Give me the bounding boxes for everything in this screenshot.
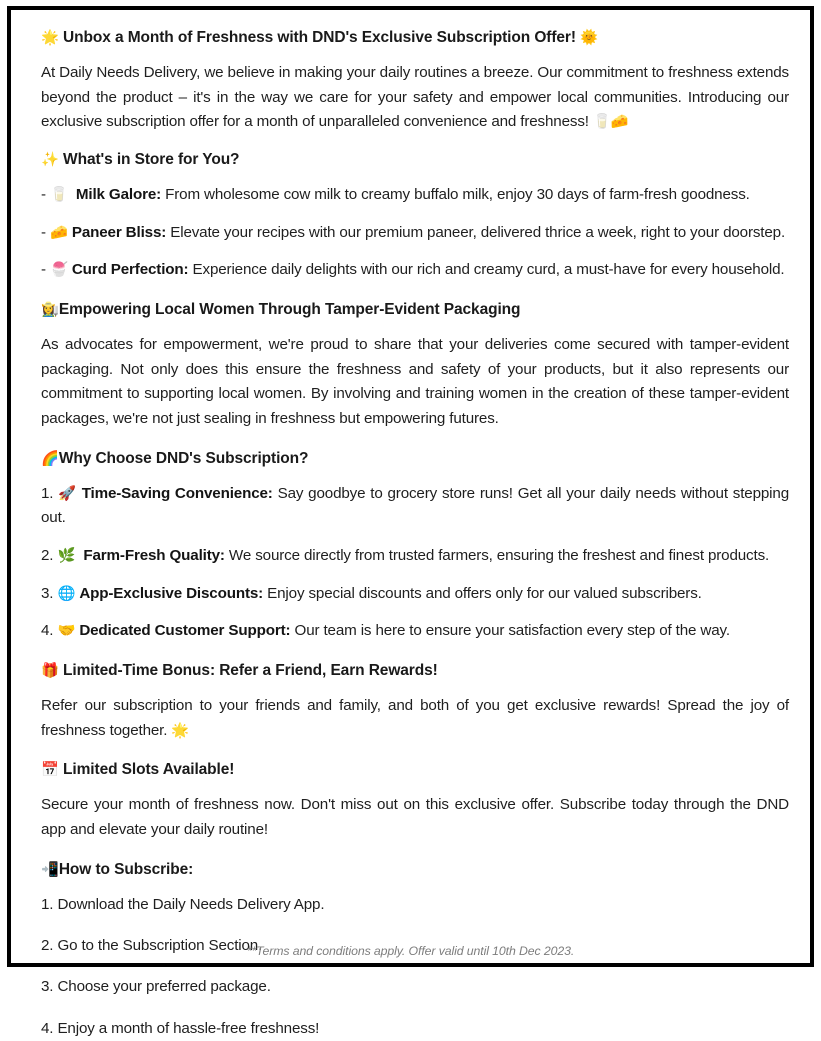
- benefit-item: [41, 544, 789, 569]
- bonus-heading-text: Limited-Time Bonus: Refer a Friend, Earn Rewards!: [63, 661, 438, 679]
- text-column: [41, 28, 789, 1041]
- benefit-text: Our team is here to ensure your satisfaction every step of the way.: [294, 622, 730, 640]
- intro-paragraph: [41, 61, 789, 135]
- whats-in-store-heading: [41, 150, 789, 170]
- step-text: Download the Daily Needs Delivery App.: [57, 895, 325, 913]
- step-text: Enjoy a month of hassle-free freshness!: [57, 1019, 320, 1037]
- benefit-name: Farm-Fresh Quality:: [83, 547, 225, 565]
- packaging-paragraph: As advocates for empowerment, we're proud to share that your deliveries come secured with tamper-evident packaging. Not only does this ensure the freshness and safety of your products, but it also represents our commitment to supporting local women. By involving and training women in the creation of these tamper-evident packages, we're not just sealing in freshness but empowering futures.: [41, 336, 789, 428]
- benefit-number: 1.: [41, 484, 54, 502]
- product-item: [41, 183, 789, 208]
- gift-icon: 🎁: [41, 662, 59, 679]
- benefit-item: [41, 619, 789, 644]
- subscribe-step: [41, 975, 789, 999]
- product-bullet: -: [41, 261, 46, 279]
- page-title: [41, 28, 789, 48]
- milk-glass-icon: 🥛: [50, 187, 68, 204]
- product-name: Milk Galore:: [75, 186, 162, 204]
- product-bullet: -: [41, 223, 46, 241]
- product-text: From wholesome cow milk to creamy buffalo milk, enjoy 30 days of farm-fresh goodness.: [165, 186, 750, 204]
- benefit-name: Dedicated Customer Support:: [79, 622, 291, 640]
- benefit-text: Enjoy special discounts and offers only for our valued subscribers.: [267, 584, 702, 602]
- limited-slots-paragraph: Secure your month of freshness now. Don't miss out on this exclusive offer. Subscribe today through the DND app and elevate your daily routine!: [41, 796, 789, 839]
- subscribe-step: [41, 1017, 789, 1041]
- product-name: Paneer Bliss:: [71, 223, 167, 241]
- page-title-text: Unbox a Month of Freshness with DND's Exclusive Subscription Offer!: [63, 29, 576, 46]
- limited-slots-heading-text: Limited Slots Available!: [63, 761, 235, 779]
- step-number: 1.: [41, 895, 54, 913]
- rocket-icon: 🚀: [58, 485, 77, 502]
- limited-slots-heading: [41, 760, 789, 780]
- bonus-heading: [41, 661, 789, 681]
- sparkles-icon: ✨: [41, 152, 59, 169]
- benefit-item: [41, 482, 789, 531]
- how-to-subscribe-heading: [41, 860, 789, 880]
- bonus-text: Refer our subscription to your friends and family, and both of you get exclusive rewards! Spread the joy of freshness together.: [41, 697, 789, 739]
- benefit-number: 4.: [41, 622, 54, 640]
- step-number: 3.: [41, 978, 54, 996]
- mobile-phone-with-arrow-icon: 📲: [41, 861, 59, 878]
- benefit-text: Say goodbye to grocery store runs! Get all your daily needs without stepping out.: [41, 484, 790, 527]
- milk-and-cheese-icon: 🥛🧀: [592, 114, 629, 131]
- bonus-paragraph: [41, 694, 789, 743]
- rainbow-icon: 🌈: [41, 450, 59, 467]
- packaging-heading-text: Empowering Local Women Through Tamper-Evident Packaging: [58, 301, 521, 319]
- product-item: [41, 221, 789, 246]
- step-number: 2.: [41, 937, 54, 955]
- document-content: [11, 10, 810, 1037]
- herb-icon: 🌿: [57, 548, 76, 565]
- benefit-number: 3.: [41, 584, 54, 602]
- benefit-number: 2.: [41, 547, 54, 565]
- benefit-item: [41, 582, 789, 607]
- sun-with-face-icon: 🌞: [580, 30, 598, 46]
- benefit-name: Time-Saving Convenience:: [81, 484, 273, 502]
- handshake-icon: 🤝: [57, 623, 76, 640]
- why-choose-heading-text: Why Choose DND's Subscription?: [58, 449, 309, 467]
- benefit-text: We source directly from trusted farmers, ensuring the freshest and finest products.: [228, 547, 770, 565]
- calendar-icon: 📅: [41, 762, 59, 779]
- glowing-star-icon: 🌟: [171, 722, 190, 739]
- step-text: Go to the Subscription Section.: [57, 937, 263, 955]
- glowing-star-icon: 🌟: [41, 30, 59, 46]
- product-bullet: -: [41, 186, 46, 204]
- whats-in-store-heading-text: What's in Store for You?: [63, 151, 240, 169]
- terms-footer: **Terms and conditions apply. Offer valid until 10th Dec 2023.: [246, 944, 575, 958]
- intro-text: At Daily Needs Delivery, we believe in making your daily routines a breeze. Our commitment to freshness extends beyond the product – it's in the way we care for your safety and empower local communities. Introducing our exclusive subscription offer for a month of unparalleled convenience and freshness!: [41, 64, 789, 131]
- step-text: Choose your preferred package.: [57, 978, 271, 996]
- product-text: Elevate your recipes with our premium paneer, delivered thrice a week, right to your doorstep.: [170, 223, 786, 241]
- packaging-heading: [41, 300, 789, 320]
- product-item: [41, 258, 789, 283]
- product-text: Experience daily delights with our rich and creamy curd, a must-have for every household.: [192, 261, 785, 279]
- woman-farmer-icon: 👩‍🌾: [41, 302, 59, 319]
- document-border-frame: [7, 6, 814, 1037]
- cheese-wedge-icon: 🧀: [50, 224, 68, 241]
- subscribe-step: [41, 893, 789, 917]
- how-to-subscribe-heading-text: How to Subscribe:: [58, 860, 194, 878]
- benefit-name: App-Exclusive Discounts:: [79, 584, 264, 602]
- why-choose-heading: [41, 449, 789, 469]
- globe-icon: 🌐: [57, 585, 76, 602]
- shaved-ice-icon: 🍧: [50, 262, 68, 279]
- product-name: Curd Perfection:: [71, 261, 189, 279]
- step-number: 4.: [41, 1019, 54, 1037]
